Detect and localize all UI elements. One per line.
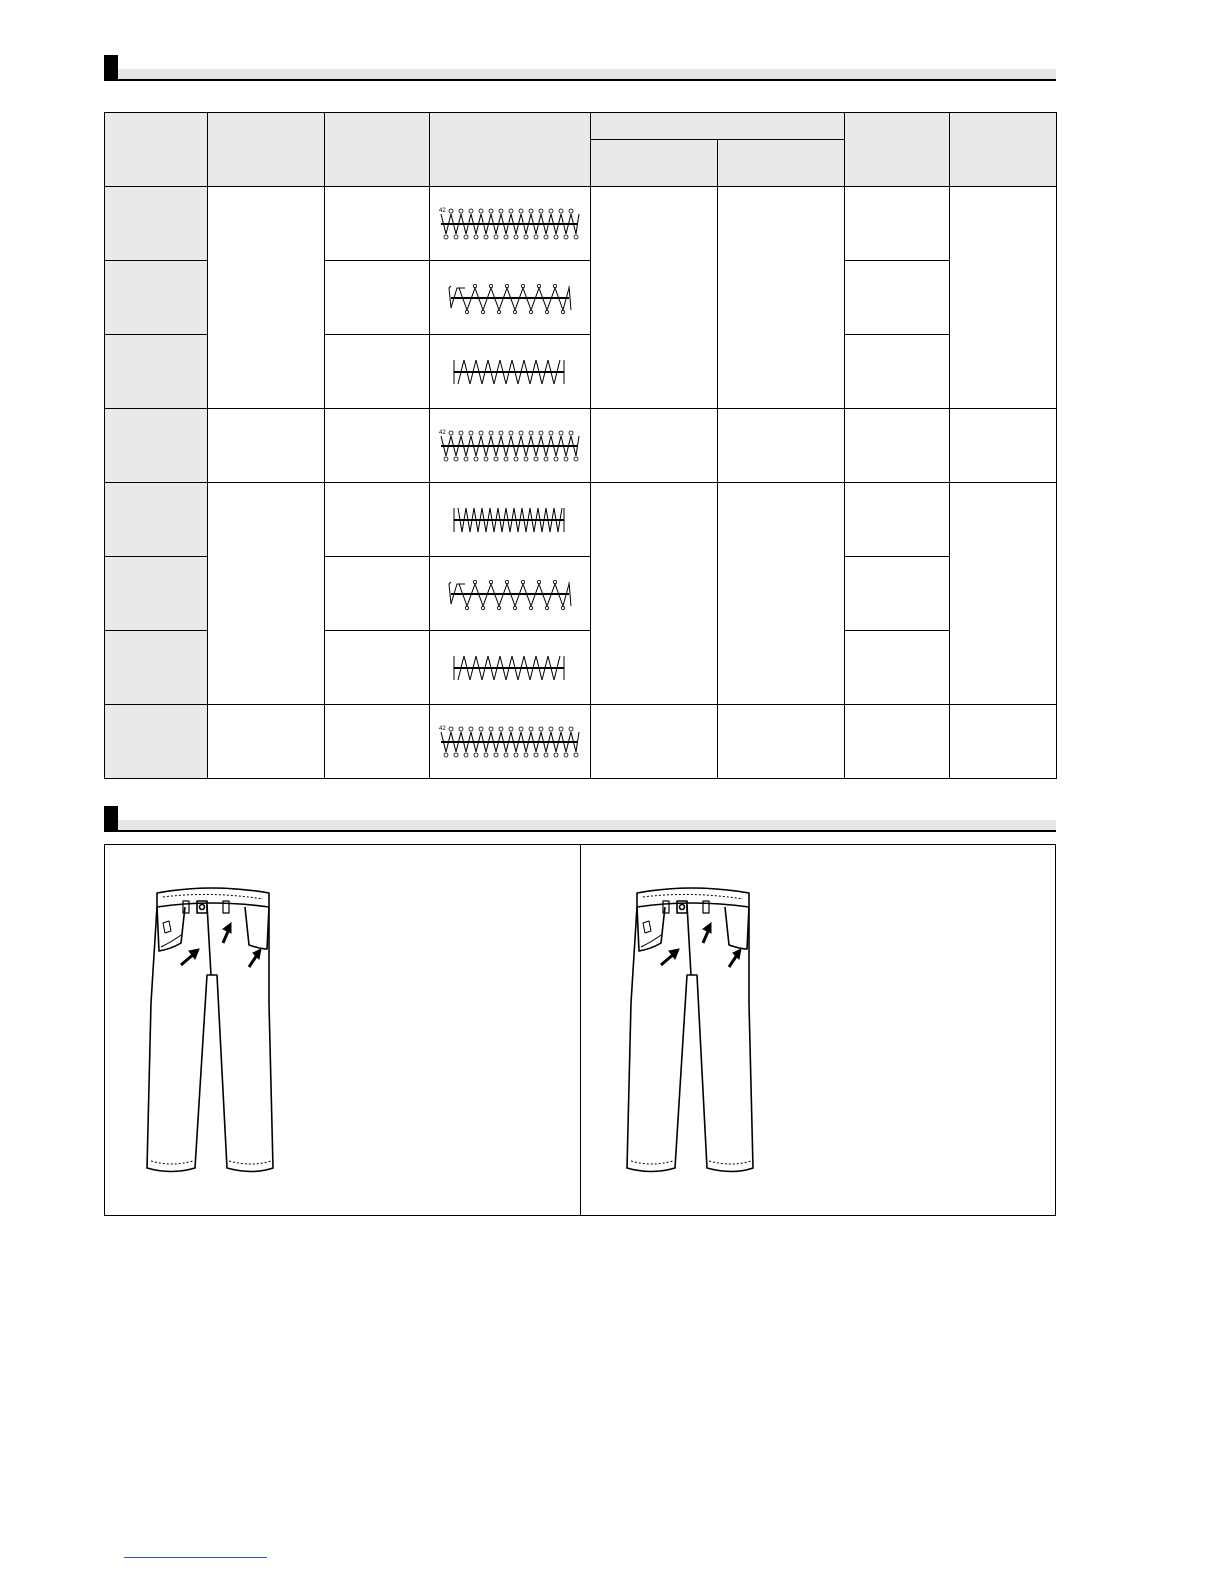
table-cell: [325, 187, 430, 261]
stitch-pattern-cell: [430, 705, 591, 779]
stitch-pattern-cell: [430, 409, 591, 483]
medium-zigzag-stitch-icon: [450, 354, 570, 390]
tight-zigzag-stitch-icon: [450, 502, 570, 538]
header-cell: [430, 113, 591, 187]
bartack-spec-table: [104, 112, 1057, 779]
row-header: [105, 187, 208, 261]
wide-zigzag-stitch-icon: [445, 280, 575, 316]
row-header: [105, 631, 208, 705]
footer-link-underline: [124, 1557, 267, 1558]
header-cell: [208, 113, 325, 187]
row-header: [105, 409, 208, 483]
table-cell: [845, 631, 950, 705]
section-marker: [104, 806, 118, 832]
table-cell: [325, 335, 430, 409]
table-cell: [845, 261, 950, 335]
section-heading-bar: [104, 55, 1056, 71]
table-cell: [950, 705, 1057, 779]
section-marker: [104, 55, 118, 81]
header-subcell: [718, 140, 845, 187]
jeans-icon: [621, 883, 771, 1183]
table-cell: [208, 409, 325, 483]
table-cell: [950, 483, 1057, 705]
table-cell: [718, 483, 845, 705]
row-header: [105, 557, 208, 631]
table-cell: [950, 409, 1057, 483]
row-header: [105, 705, 208, 779]
table-cell: [845, 705, 950, 779]
dense-zigzag-stitch-icon: [437, 722, 583, 762]
dense-zigzag-stitch-icon: [437, 426, 583, 466]
figure-divider: [580, 845, 581, 1215]
table-cell: [325, 409, 430, 483]
table-cell: [591, 409, 718, 483]
table-cell: [950, 187, 1057, 409]
table-cell: [845, 483, 950, 557]
table-cell: [845, 409, 950, 483]
stitch-pattern-cell: [430, 187, 591, 261]
header-group-cell: [591, 113, 845, 140]
header-cell: [950, 113, 1057, 187]
stitch-pattern-cell: [430, 335, 591, 409]
table-cell: [845, 557, 950, 631]
svg-text:42: 42: [439, 725, 446, 732]
stitch-pattern-cell: [430, 261, 591, 335]
table-cell: [845, 187, 950, 261]
svg-text:42: 42: [439, 207, 446, 214]
table-cell: [208, 483, 325, 705]
table-cell: [718, 187, 845, 409]
table-cell: [208, 705, 325, 779]
medium-zigzag-stitch-icon: [450, 650, 570, 686]
application-examples-box: [104, 844, 1056, 1216]
header-cell: [845, 113, 950, 187]
header-subcell: [591, 140, 718, 187]
stitch-pattern-cell: [430, 557, 591, 631]
table-cell: [325, 705, 430, 779]
row-header: [105, 483, 208, 557]
table-cell: [325, 483, 430, 557]
table-cell: [325, 557, 430, 631]
table-cell: [208, 187, 325, 409]
section-band: [118, 820, 1056, 832]
header-cell: [105, 113, 208, 187]
wide-zigzag-stitch-icon: [445, 576, 575, 612]
row-header: [105, 261, 208, 335]
header-cell: [325, 113, 430, 187]
section-band: [118, 69, 1056, 81]
table-cell: [845, 335, 950, 409]
table-cell: [325, 631, 430, 705]
stitch-pattern-cell: [430, 631, 591, 705]
section-heading-bar: [104, 806, 1056, 822]
table-cell: [591, 705, 718, 779]
row-header: [105, 335, 208, 409]
table-cell: [325, 261, 430, 335]
jeans-icon: [141, 883, 291, 1183]
dense-zigzag-stitch-icon: [437, 204, 583, 244]
table-cell: [591, 187, 718, 409]
svg-text:42: 42: [439, 429, 446, 436]
table-cell: [718, 409, 845, 483]
table-cell: [591, 483, 718, 705]
stitch-pattern-cell: [430, 483, 591, 557]
table-cell: [718, 705, 845, 779]
